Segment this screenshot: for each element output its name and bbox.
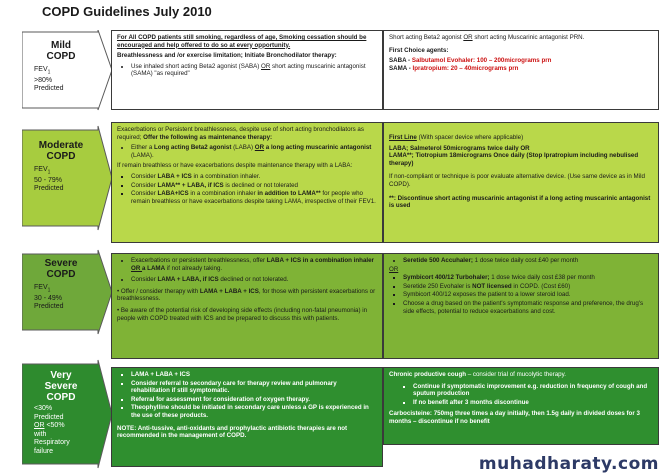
stage-mild-name1: Mild <box>51 40 71 51</box>
stage-very-severe <box>22 370 100 456</box>
stage-mild-label: Predicted <box>34 85 64 93</box>
mild-breathlessness-text: Breathlessness and /or exercise limitation; Initiate Bronchodilator therapy: <box>117 52 337 60</box>
vsevere-note: NOTE: Anti-tussive, anti-oxidants and prophylactic antibiotic therapies are not recommended in the management of COPD. <box>117 424 348 440</box>
severe-side-effects-text: • Be aware of the potential risk of developing side effects (including non-fatal pneumonia) in people with COPD treated with ICS and be prepared to discuss this with patients. <box>117 306 368 322</box>
severe-treatment-box <box>111 253 383 359</box>
moderate-bullet-laba-ics: ▪ Consider LABA + ICS in a combination inhaler. <box>131 173 377 181</box>
stage-vsevere-name3: COPD <box>46 392 76 403</box>
mild-smoking-text: For All COPD patients still smoking, regardless of age, Smoking cessation should be encouraged and help offered to do so at every opportunity. <box>117 34 367 49</box>
severe-drug-box <box>383 253 659 359</box>
seretide-250-item: ▪ Seretide 250 Evohaler is NOT licensed in COPD. (Cost £60) <box>403 283 653 291</box>
vsevere-no-benefit-item: ▪ If no benefit after 3 months discontinue <box>413 399 653 407</box>
severe-triple-therapy-text: • Offer / consider therapy with LAMA + LABA + ICS, for those with persistent exacerbations or breathlessness. <box>117 287 376 303</box>
choose-drug-item: ▪ Choose a drug based on the patient's symptomatic response and preference, the drug's side effects, potential to reduce exacerbations and cost. <box>403 300 653 315</box>
stage-vsevere-or-line: OR <50% <box>34 422 65 429</box>
severe-bullet-offer: • Exacerbations or persistent breathlessness, offer LABA + ICS in a combination inhaler OR a LAMA if not already taking. <box>131 257 377 272</box>
vsevere-bullet-referral: ▪ Consider referral to secondary care for therapy review and pulmonary rehabilitation if still symptomatic. <box>131 380 377 395</box>
moderate-laba-line: LABA; Salmeterol 50micrograms twice daily OR <box>389 144 530 152</box>
mild-bullet-saba-sama: • Use inhaled short acting Beta2 agonist (SABA) OR short acting muscarinic antagonist (SAMA) "as required" <box>131 63 377 78</box>
moderate-first-line: First Line (With spacer device where applicable) <box>389 134 524 141</box>
sama-line: SAMA - Ipratropium: 20 – 40micrograms prn <box>389 64 519 72</box>
very-severe-treatment-box <box>111 367 383 467</box>
stage-mild-name2: COPD <box>46 51 76 62</box>
stage-severe-label: Predicted <box>34 303 64 311</box>
mild-prn-text: Short acting Beta2 agonist OR short acting Muscarinic antagonist PRN. <box>389 34 585 41</box>
mild-drug-box <box>383 30 659 110</box>
vsevere-cough-heading: Chronic productive cough – consider trial of mucolytic therapy. <box>389 371 566 378</box>
moderate-bullet-laba-lama: • Either a Long acting Beta2 agonist (LABA) OR a long acting muscarinic antagonist (LAMA). <box>131 144 377 159</box>
vsevere-bullet-theophylline: ▪ Theophylline should be initiated in secondary care unless a GP is experienced in the use of these products. <box>131 404 377 419</box>
severe-or-text: OR <box>389 265 399 273</box>
stage-vsevere-name1: Very <box>50 370 72 381</box>
stage-mild <box>22 40 100 94</box>
severe-bullet-consider: • Consider LAMA + LABA, if ICS declined or not tolerated. <box>131 276 377 284</box>
stage-vsevere-line4: with <box>34 430 47 438</box>
moderate-treatment-box <box>111 122 383 243</box>
carbocisteine-text: Carbocisteine: 750mg three times a day initially, then 1.5g daily in divided doses for 3 months – discontinue if no benefit <box>389 410 640 425</box>
stage-severe-name1: Severe <box>44 258 78 269</box>
vsevere-bullet-oxygen: ▪ Referral for assessment for consideration of oxygen therapy. <box>131 396 377 404</box>
moderate-drug-box <box>383 122 659 243</box>
stage-severe-name2: COPD <box>46 269 76 280</box>
moderate-bullet-laba-ics-lama: ▪ Consider LABA+ICS in a combination inhaler in addition to LAMA** for people who remain breathless or have exacerbations despite taking LAMA, irrespective of their FEV1. <box>131 190 377 205</box>
stage-severe-fev: $FEV_1$ <box>34 284 51 294</box>
stage-mild-range: >80% <box>34 76 53 84</box>
seretide-500-item: • Seretide 500 Accuhaler; 1 dose twice daily cost £40 per month <box>403 257 653 265</box>
stage-moderate-name2: COPD <box>46 151 76 162</box>
stage-vsevere-line6: failure <box>34 447 54 455</box>
stage-vsevere-line2: Predicted <box>34 413 64 421</box>
vsevere-continue-item: ▪ Continue if symptomatic improvement e.g. reduction in frequency of cough and sputum production <box>413 383 653 398</box>
stage-vsevere-line5: Respiratory <box>34 439 70 446</box>
moderate-lama-line: LAMA**; Tiotropium 18micrograms Once daily (Stop Ipratropium including nebulised therapy) <box>389 152 639 167</box>
symbicort-item: ▪ Symbicort 400/12 Turbohaler; 1 dose twice daily cost £38 per month <box>403 274 653 282</box>
stage-severe <box>22 258 100 312</box>
stage-moderate-name1: Moderate <box>38 140 84 151</box>
vsevere-bullet-triple: ▪ LAMA + LABA + ICS <box>131 371 377 379</box>
mild-treatment-box <box>111 30 383 110</box>
very-severe-drug-box <box>383 367 659 445</box>
saba-line: SABA - Salbutamol Evohaler: 100 – 200micrograms prn <box>389 57 552 65</box>
moderate-discontinue-note: **: Discontinue short acting muscarinic antagonist if a long acting muscarinic antagonist is used <box>389 194 651 210</box>
symbicort-steroid-item: ▪ Symbicort 400/12 exposes the patient to a lower steroid load. <box>403 291 653 299</box>
stage-moderate-range: 50 - 79% <box>34 176 63 184</box>
stage-mild-fev: $FEV_1$ <box>34 66 51 76</box>
moderate-intro-text: Exacerbations or Persistent breathlessness, despite use of short acting bronchodilators as required; Offer the following as maintenance therapy: <box>117 126 364 141</box>
stage-moderate-fev: $FEV_1$ <box>34 166 51 176</box>
moderate-bullet-lama-laba: ▪ Consider LAMA** + LABA, if ICS is declined or not tolerated <box>131 182 377 190</box>
first-choice-heading: First Choice agents: <box>389 46 449 54</box>
moderate-noncompliant-text: If non-compliant or technique is poor evaluate alternative device. (Use same device as in Mild COPD). <box>389 173 645 188</box>
watermark-logo: muhadharaty.com <box>478 454 659 474</box>
moderate-remain-text: If remain breathless or have exacerbations despite maintenance therapy with a LABA: <box>117 162 353 170</box>
stage-severe-range: 30 - 49% <box>34 294 63 302</box>
page-title: COPD Guidelines July 2010 <box>42 4 212 19</box>
stage-vsevere-line1: <30% <box>34 405 53 412</box>
stage-moderate-label: Predicted <box>34 185 64 193</box>
stage-moderate <box>22 140 100 194</box>
stage-vsevere-name2: Severe <box>44 381 78 392</box>
